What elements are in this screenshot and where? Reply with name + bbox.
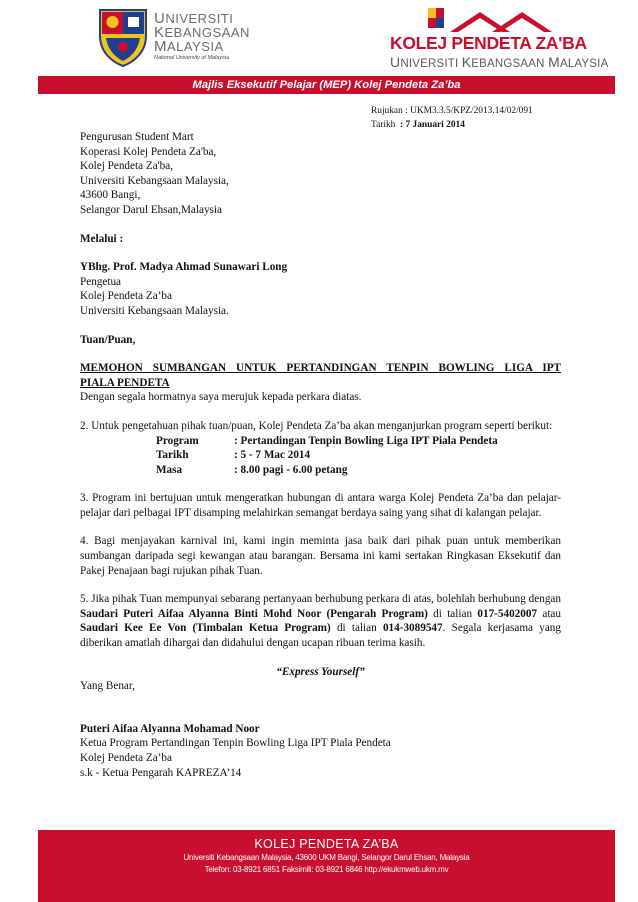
footer-name: KOLEJ PENDETA ZA’BA [254, 837, 399, 851]
phone-2: 014-3089547 [382, 622, 443, 635]
rujukan-value: : UKM3.3.5/KPZ/2013.14/02/091 [405, 106, 533, 116]
contact-2: Saudari Kee Ee Von (Timbalan Ketua Program) [80, 622, 331, 635]
reference-block [371, 104, 533, 132]
melalui-name: YBhg. Prof. Madya Ahmad Sunawari Long [80, 261, 288, 274]
header-banner: Majlis Eksekutif Pelajar (MEP) Kolej Pendeta Za’ba [38, 76, 615, 94]
kpz-logo [388, 6, 609, 72]
ukm-tagline: National University of Malaysia [154, 55, 230, 61]
program-details [156, 434, 561, 478]
paragraph-3: 3. Program ini bertujuan untuk mengeratkan hubungan di antara warga Kolej Pendeta Za’ba dan pelajar-pelajar dari pelbagai IPT disamping melahirkan semangat berdaya saing yang sihat di kalangan pelajar. [80, 492, 561, 519]
ukm-logo [96, 6, 356, 70]
subject: MEMOHON SUMBANGAN UNTUK PERTANDINGAN TENPIN BOWLING LIGA IPT PIALA PENDETA [80, 362, 561, 389]
letter-body: Pengurusan Student Mart Koperasi Kolej Pendeta Za'ba, Kolej Pendeta Za'ba, Universiti Kebangsaan Malaysia, 43600 Bangi, Selangor Darul Ehsan,Malaysia Melalui : YBhg. Prof. Madya Ahmad Sunawari Long Pengetua Kolej Pendeta Za’ba Universiti Kebangsaan Malaysia. Tuan/Puan, MEMOHON SUMBANGAN UNTUK PERTANDINGAN TENPIN BOWLING LIGA IPT PIALA PENDETA Dengan segala hormatnya saya merujuk kepada perkara diatas. 2. Untuk pengetahuan pihak tuan/puan, Kolej Pendeta Za’ba akan menganjurkan program seperti berikut: Program : Pertandingan Tenpin Bowling Liga IPT Piala Pendeta Tarikh : 5 - 7 Mac 2014 Masa : 8.00 pagi - 6.00 petang 3. Program ini bertujuan untuk mengeratkan hubungan di antara warga Kolej Pendeta Za’ba dan pelajar-pelajar dari pelbagai IPT disamping melahirkan semangat berdaya saing yang sihat di kalangan pelajar. 4. Bagi menjayakan karnival ini, kami ingin meminta jasa baik dari pihak puan untuk memberikan sumbangan daripada segi kewangan atau barangan. Bersama ini kami sertakan Ringkasan Eksekutif dan Pakej Penajaan bagi rujukan pihak Tuan. 5. Jika pihak Tuan mempunyai sebarang pertanyaan berhubung perkara di atas, bolehlah berhubung dengan Saudari Puteri Aifaa Alyanna Binti Mohd Noor (Pengarah Program) di talian 017-5402007 atau Saudari Kee Ee Von (Timbalan Ketua Program) di talian 014-3089547. Segala kerjasama yang diberikan amatlah dihargai dan didahului dengan ucapan ribuan terima kasih. “Express Yourself” Yang Benar, Puteri Aifaa Alyanna Mohamad Noor Ketua Program Pertandingan Tenpin Bowling Liga IPT Piala Pendeta Kolej Pendeta Za’ba s.k - Ketua Pengarah KAPREZA’14 [80, 131, 561, 779]
paragraph-4: 4. Bagi menjayakan karnival ini, kami ingin meminta jasa baik dari pihak puan untuk memberikan sumbangan daripada segi kewangan atau barangan. Bersama ini kami sertakan Ringkasan Eksekutif dan Pakej Penajaan bagi rujukan pihak Tuan. [80, 535, 561, 577]
copy-to: s.k - Ketua Pengarah KAPREZA’14 [80, 766, 242, 779]
rujukan-label: Rujukan [371, 106, 403, 116]
footer-address: Universiti Kebangsaan Malaysia, 43600 UKM Bangi, Selangor Darul Ehsan, Malaysia [183, 853, 470, 862]
detail-row-masa: Masa : 8.00 pagi - 6.00 petang [156, 463, 348, 476]
contact-1: Saudari Puteri Aifaa Alyanna Binti Mohd Noor (Pengarah Program) [80, 607, 428, 620]
intro-paragraph: Dengan segala hormatnya saya merujuk kepada perkara diatas. [80, 391, 362, 404]
melalui-label: Melalui : [80, 232, 124, 245]
kpz-name: KOLEJ PENDETA ZA'BA [390, 33, 587, 53]
signatory-title: Ketua Program Pertandingan Tenpin Bowling Liga IPT Piala Pendeta [80, 737, 391, 750]
signatory-org: Kolej Pendeta Za’ba [80, 752, 172, 764]
tarikh-label: Tarikh [371, 120, 396, 130]
paragraph-5: 5. Jika pihak Tuan mempunyai sebarang pertanyaan berhubung perkara di atas, bolehlah berhubung dengan Saudari Puteri Aifaa Alyanna Binti Mohd Noor (Pengarah Program) di talian 017-5402007 atau Saudari Kee Ee Von (Timbalan Ketua Program) di talian 014-3089547. Segala kerjasama yang diberikan amatlah dihargai dan didahului dengan ucapan ribuan terima kasih. [80, 593, 561, 650]
closing: Yang Benar, [80, 680, 135, 693]
tarikh-value: : 7 Januari 2014 [400, 120, 465, 130]
ukm-crest-icon [96, 6, 150, 68]
footer-contact: Telefon: 03-8921 6851 Faksimili: 03-8921 6846 http://ekukmweb.ukm.mv [204, 865, 449, 874]
ukm-wordmark: UNIVERSITI KEBANGSAAN MALAYSIA National University of Malaysia [154, 10, 250, 61]
signatory-name: Puteri Aifaa Alyanna Mohamad Noor [80, 722, 260, 735]
detail-row-tarikh: Tarikh : 5 - 7 Mac 2014 [156, 449, 311, 462]
detail-row-program: Program : Pertandingan Tenpin Bowling Liga IPT Piala Pendeta [156, 434, 498, 447]
recipient-address: Pengurusan Student Mart Koperasi Kolej Pendeta Za'ba, Kolej Pendeta Za'ba, Universiti Kebangsaan Malaysia, 43600 Bangi, Selangor Darul Ehsan,Malaysia [80, 131, 229, 216]
salutation: Tuan/Puan, [80, 333, 136, 346]
kpz-university: UNIVERSITI KEBANGSAAN MALAYSIA [390, 54, 609, 70]
phone-1: 017-5402007 [477, 607, 538, 620]
paragraph-2: 2. Untuk pengetahuan pihak tuan/puan, Kolej Pendeta Za’ba akan menganjurkan program seperti berikut: [80, 419, 553, 432]
footer-banner [38, 830, 615, 902]
motto: “Express Yourself” [276, 665, 365, 678]
